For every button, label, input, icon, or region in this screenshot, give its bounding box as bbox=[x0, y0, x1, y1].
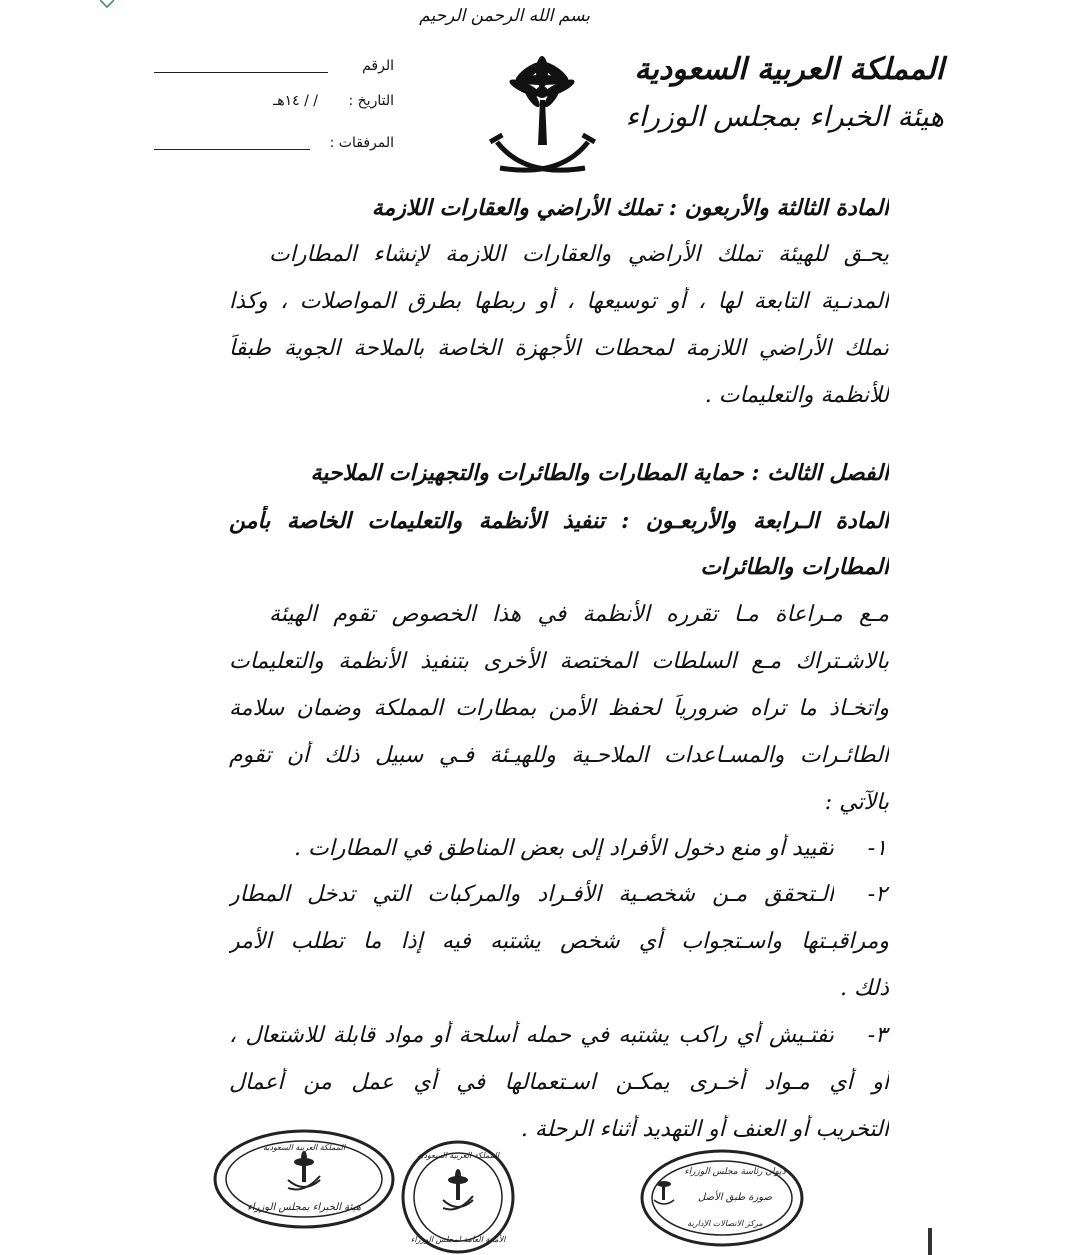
number-line bbox=[154, 72, 328, 73]
date-value: / / ١٤هـ bbox=[273, 93, 318, 109]
item-line: تقييد أو منع دخول الأفراد إلى بعض المناطق في المطارات . bbox=[294, 836, 834, 861]
article-44-line: واتخـاذ ما تراه ضرورياً لحفظ الأمن بمطارات المملكة وضمان سلامة bbox=[229, 696, 889, 721]
item-number: ١- bbox=[867, 836, 887, 861]
basmala: بسم الله الرحمن الرحيم bbox=[419, 6, 590, 26]
article-44-line: بالآتي : bbox=[824, 790, 889, 815]
corner-mark bbox=[100, 0, 114, 8]
item-number: ٣- bbox=[867, 1023, 887, 1048]
attachments-field bbox=[150, 135, 400, 159]
date-label: التاريخ : bbox=[348, 93, 394, 109]
chapter-3-heading: الفصل الثالث : حماية المطارات والطائرات والتجهيزات الملاحية bbox=[310, 460, 889, 486]
svg-text:ديوان رئاسة مجلس الوزراء: ديوان رئاسة مجلس الوزراء bbox=[684, 1167, 786, 1177]
svg-text:هيئة الخبراء بمجلس الوزراء: هيئة الخبراء بمجلس الوزراء bbox=[247, 1202, 361, 1213]
authority-stamp bbox=[212, 1128, 397, 1230]
date-field bbox=[150, 93, 400, 117]
article-43-line: المدنـية التابعة لها ، أو توسيعها ، أو ربطها بطرق المواصلات ، وكذا bbox=[229, 289, 889, 314]
true-copy-stamp bbox=[640, 1148, 805, 1248]
article-43-line: للأنظمة والتعليمات . bbox=[704, 383, 889, 408]
item-line: أو أي مـواد أخـرى يمكـن اسـتعمالها في أي عمل من أعمال bbox=[229, 1070, 889, 1095]
svg-text:المملكة العربية السعودية: المملكة العربية السعودية bbox=[262, 1143, 346, 1152]
number-label: الرقم bbox=[362, 58, 394, 74]
authority-title: هيئة الخبراء بمجلس الوزراء bbox=[625, 100, 944, 133]
attachments-label: المرفقات : bbox=[329, 135, 394, 151]
svg-text:صورة طبق الأصل: صورة طبق الأصل bbox=[698, 1192, 772, 1203]
item-line: ذلك . bbox=[839, 976, 889, 1001]
article-43-line: تملك الأراضي اللازمة لمحطات الأجهزة الخاصة بالملاحة الجوية طبقاً bbox=[229, 336, 889, 361]
item-line: الـتحقق مـن شخصـية الأفـراد والمركبات التي تدخل المطار bbox=[229, 882, 834, 907]
article-44-heading: المطارات والطائرات bbox=[700, 554, 889, 580]
svg-text:الأمانة العامة لمجلس الوزراء: الأمانة العامة لمجلس الوزراء bbox=[410, 1235, 506, 1244]
svg-text:المملكة العربية السعودية: المملكة العربية السعودية bbox=[416, 1151, 500, 1160]
article-43-line: يحـق للهيئة تملك الأراضي والعقارات اللازمة لإنشاء المطارات bbox=[269, 242, 889, 267]
item-line: تفتـيش أي راكب يشتبه في حمله أسلحة أو مواد قابلة للاشتعال ، bbox=[229, 1023, 834, 1048]
article-44-line: مـع مـراعاة مـا تقرره الأنظمة في هذا الخصوص تقوم الهيئة bbox=[269, 602, 889, 627]
item-line: ومراقبـتها واسـتجواب أي شخص يشتبه فيه إذا ما تطلب الأمر bbox=[229, 929, 889, 954]
item-line: التخريب أو العنف أو التهديد أثناء الرحلة . bbox=[520, 1117, 889, 1142]
item-number: ٢- bbox=[867, 882, 887, 907]
saudi-emblem-icon bbox=[485, 50, 600, 180]
svg-text:مركز الاتصالات الإدارية: مركز الاتصالات الإدارية bbox=[687, 1219, 763, 1228]
kingdom-title: المملكة العربية السعودية bbox=[634, 52, 944, 87]
secretariat-stamp bbox=[398, 1140, 518, 1255]
scan-edge-mark bbox=[928, 1228, 932, 1255]
attachments-line bbox=[154, 149, 310, 150]
article-44-line: الطائـرات والمسـاعدات الملاحـية وللهيـئة فـي سبيل ذلك أن تقوم bbox=[229, 743, 889, 768]
article-44-heading: المادة الـرابعة والأربعـون : تنفيذ الأنظمة والتعليمات الخاصة بأمن bbox=[229, 508, 889, 534]
article-44-line: بالاشـتراك مـع السلطات المختصة الأخرى بتنفيذ الأنظمة والتعليمات bbox=[229, 649, 889, 674]
number-field bbox=[150, 58, 400, 82]
article-43-heading: المادة الثالثة والأربعون : تملك الأراضي والعقارات اللازمة bbox=[371, 195, 889, 221]
